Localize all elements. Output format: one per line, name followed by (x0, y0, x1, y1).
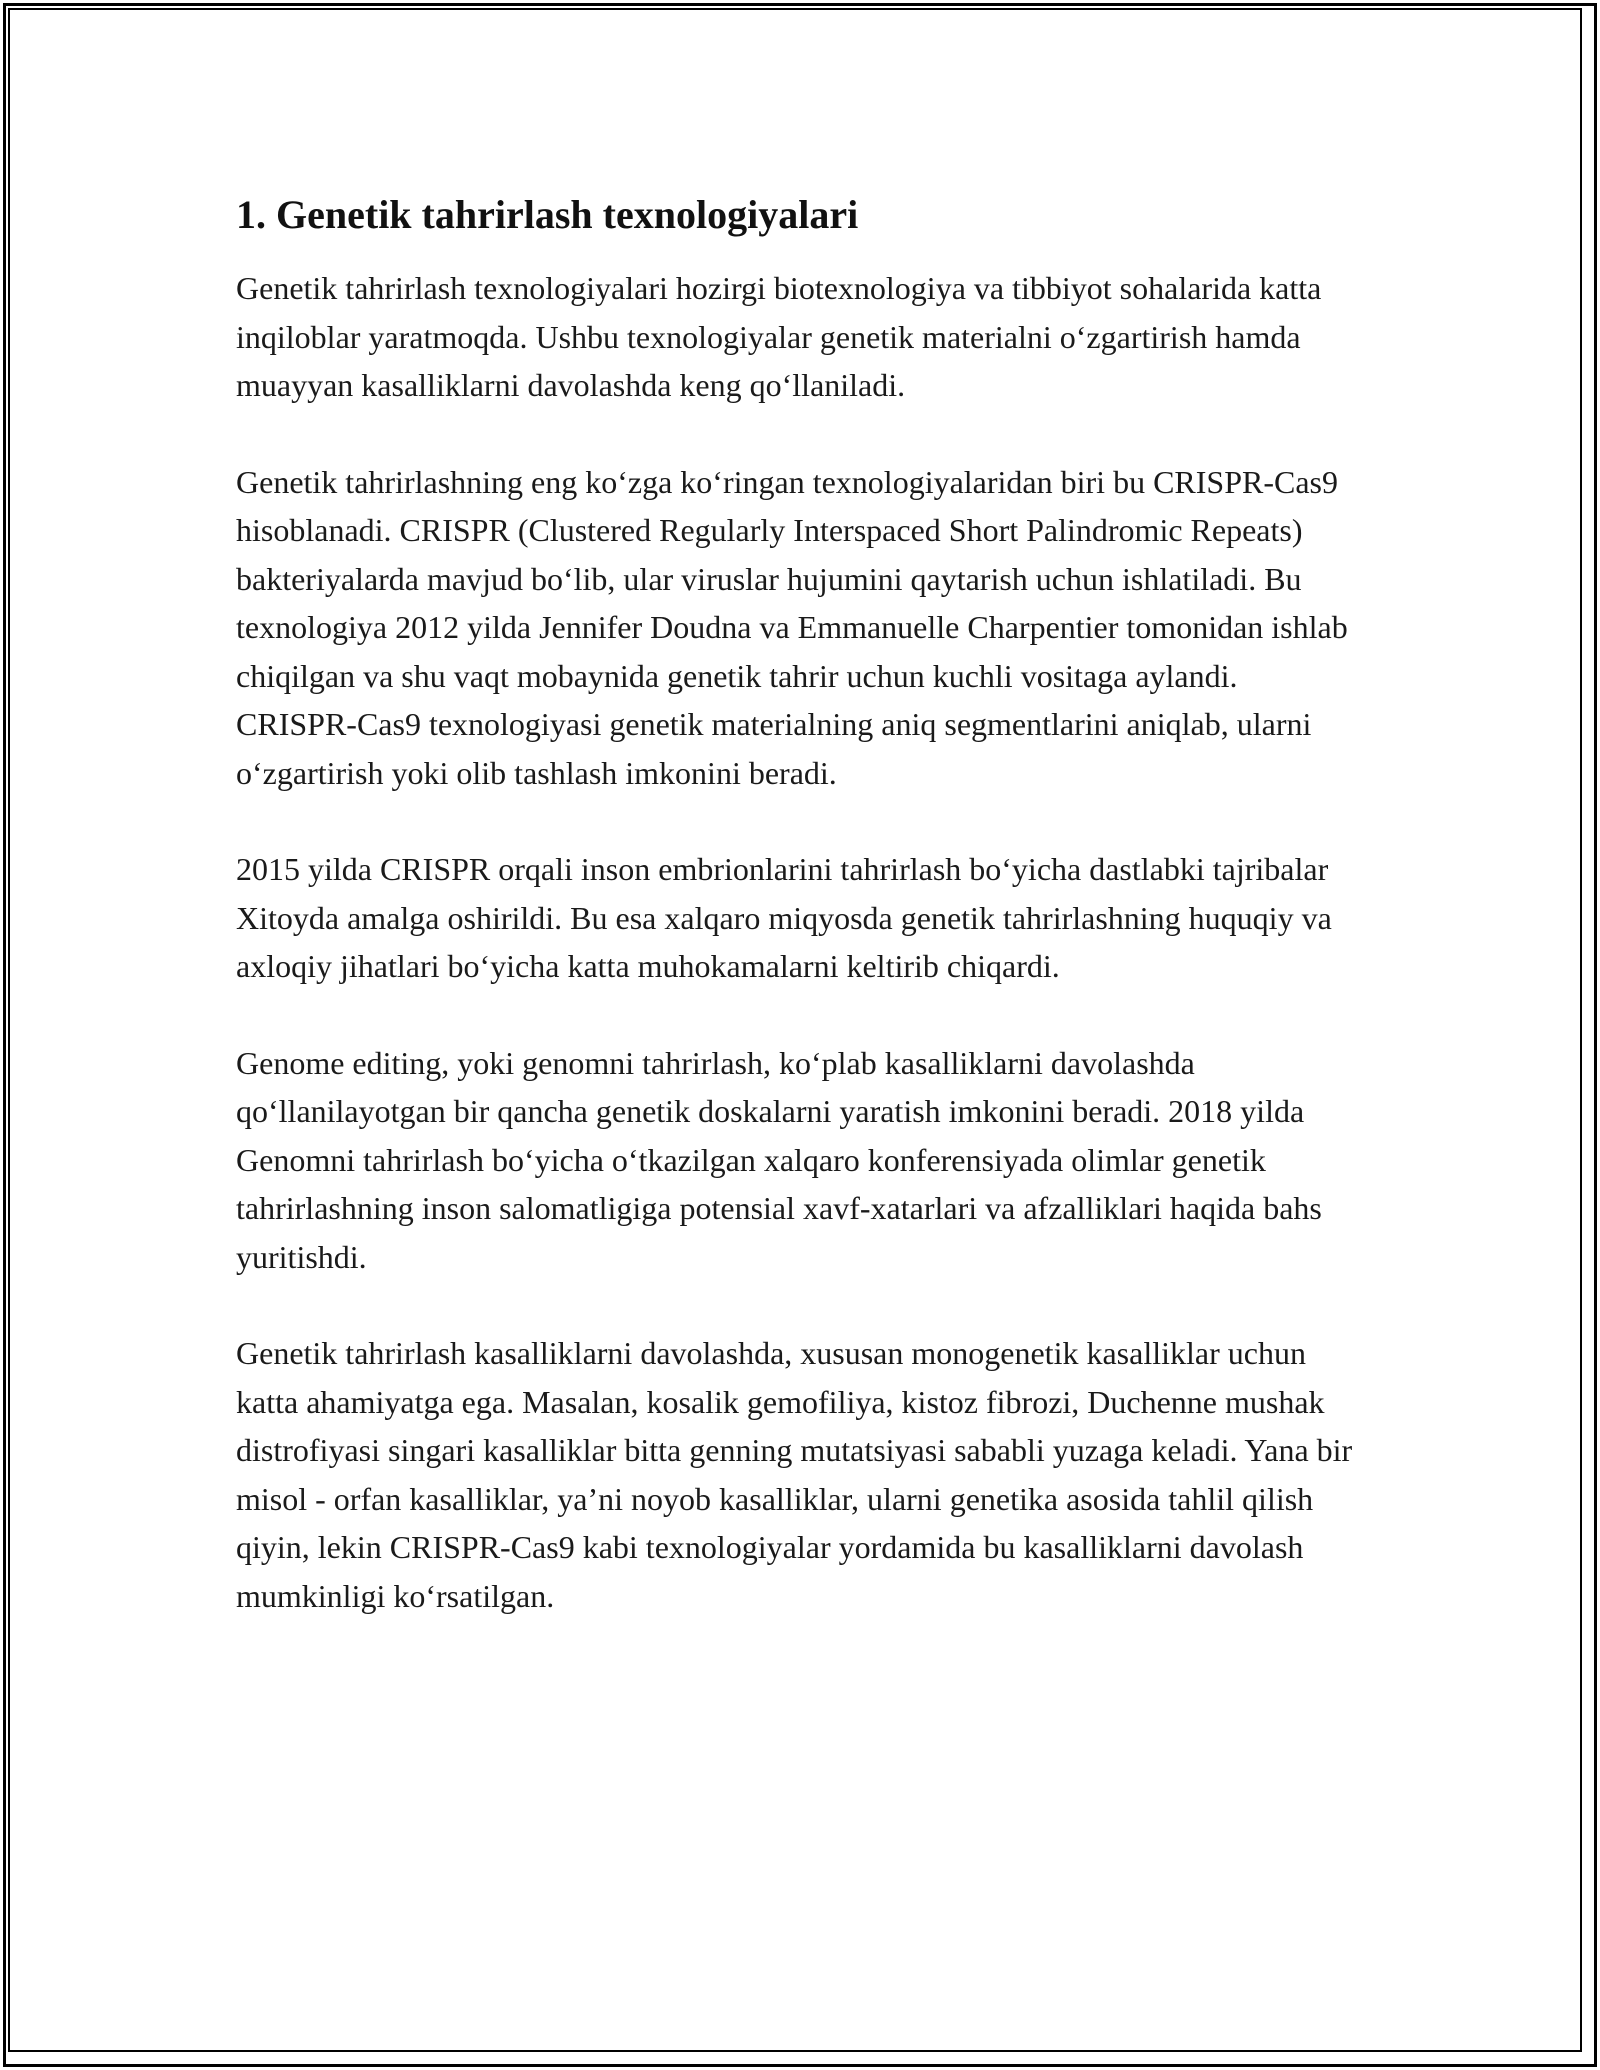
section-heading: 1. Genetik tahrirlash texnologiyalari (236, 192, 859, 237)
document-body (236, 186, 1366, 1668)
paragraph-crispr: Genetik tahrirlashning eng ko‘zga ko‘ringan texnologiyalaridan biri bu CRISPR-Cas9 hisoblanadi. CRISPR (Clustered Regularly Interspaced Short Palindromic Repeats) bakteriyalarda mavjud bo‘lib, ular viruslar hujumini qaytarish uchun ishlatiladi. Bu texnologiya 2012 yilda Jennifer Doudna va Emmanuelle Charpentier tomonidan ishlab chiqilgan va shu vaqt mobaynida genetik tahrir uchun kuchli vositaga aylandi. CRISPR-Cas9 texnologiyasi genetik materialning aniq segmentlarini aniqlab, ularni o‘zgartirish yoki olib tashlash imkonini beradi. (236, 463, 1348, 791)
paragraph-monogenetic: Genetik tahrirlash kasalliklarni davolashda, xususan monogenetik kasalliklar uchun katta ahamiyatga ega. Masalan, kosalik gemofiliya, kistoz fibrozi, Duchenne mushak distrofiyasi singari kasalliklar bitta genning mutatsiyasi sababli yuzaga keladi. Yana bir misol - orfan kasalliklar, ya’ni noyob kasalliklar, ularni genetika asosida tahlil qilish qiyin, lekin CRISPR-Cas9 kabi texnologiyalar yordamida bu kasalliklarni davolash mumkinligi ko‘rsatilgan. (236, 1335, 1353, 1614)
paragraph-genome-editing: Genome editing, yoki genomni tahrirlash, ko‘plab kasalliklarni davolashda qo‘llanilayotgan bir qancha genetik doskalarni yaratish imkonini beradi. 2018 yilda Genomni tahrirlash bo‘yicha o‘tkazilgan xalqaro konferensiyada olimlar genetik tahrirlashning inson salomatligiga potensial xavf-xatarlari va afzalliklari haqida bahs yuritishdi. (236, 1044, 1322, 1275)
paragraph-intro: Genetik tahrirlash texnologiyalari hozirgi biotexnologiya va tibbiyot sohalarida katta inqiloblar yaratmoqda. Ushbu texnologiyalar genetik materialni o‘zgartirish hamda muayyan kasalliklarni davolashda keng qo‘llaniladi. (236, 270, 1322, 403)
paragraph-embryo-2015: 2015 yilda CRISPR orqali inson embrionlarini tahrirlash bo‘yicha dastlabki tajribalar Xitoyda amalga oshirildi. Bu esa xalqaro miqyosda genetik tahrirlashning huquqiy va axloqiy jihatlari bo‘yicha katta muhokamalarni keltirib chiqardi. (236, 851, 1332, 984)
